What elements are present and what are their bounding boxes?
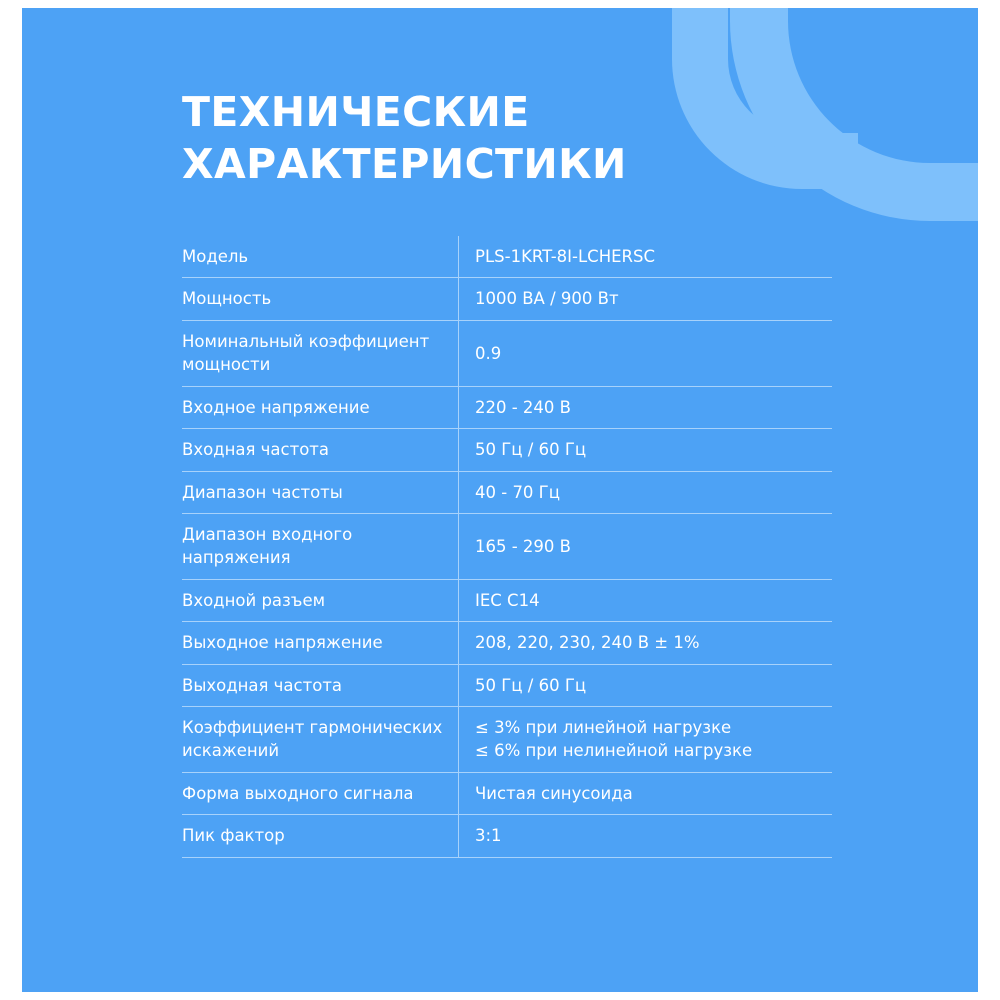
spec-value: Чистая синусоида — [459, 772, 833, 814]
spec-label: Диапазон входного напряжения — [182, 513, 459, 579]
page-title-line-1: ТЕХНИЧЕСКИЕ — [182, 88, 530, 136]
table-row — [182, 579, 832, 621]
table-row — [182, 429, 832, 471]
table-row — [182, 815, 832, 857]
table-row — [182, 513, 832, 579]
decorative-arc-large-icon — [730, 8, 978, 221]
spec-card — [22, 8, 978, 992]
specifications-table — [182, 236, 832, 858]
spec-label: Выходная частота — [182, 664, 459, 706]
spec-value: PLS-1KRT-8I-LCHERSC — [459, 236, 833, 278]
specifications-table-body — [182, 236, 832, 857]
spec-label: Входной разъем — [182, 579, 459, 621]
page-title-line-2: ХАРАКТЕРИСТИКИ — [182, 140, 627, 189]
table-row — [182, 622, 832, 664]
table-row — [182, 471, 832, 513]
spec-label: Входная частота — [182, 429, 459, 471]
spec-label: Диапазон частоты — [182, 471, 459, 513]
spec-value: IEC C14 — [459, 579, 833, 621]
spec-label: Входное напряжение — [182, 386, 459, 428]
table-row — [182, 278, 832, 320]
table-row — [182, 236, 832, 278]
spec-value-line: ≤ 6% при нелинейной нагрузке — [475, 741, 753, 761]
spec-value: 220 - 240 В — [459, 386, 833, 428]
spec-value-line: ≤ 3% при линейной нагрузке — [475, 718, 732, 738]
spec-label: Модель — [182, 236, 459, 278]
spec-label: Форма выходного сигнала — [182, 772, 459, 814]
spec-label: Пик фактор — [182, 815, 459, 857]
spec-value — [459, 707, 833, 773]
table-row — [182, 772, 832, 814]
spec-label: Мощность — [182, 278, 459, 320]
spec-value: 208, 220, 230, 240 В ± 1% — [459, 622, 833, 664]
spec-label: Коэффициент гармонических искажений — [182, 707, 459, 773]
spec-value: 3:1 — [459, 815, 833, 857]
spec-value: 40 - 70 Гц — [459, 471, 833, 513]
spec-label: Выходное напряжение — [182, 622, 459, 664]
spec-label: Номинальный коэффициент мощности — [182, 320, 459, 386]
table-row — [182, 664, 832, 706]
spec-value: 0.9 — [459, 320, 833, 386]
table-row — [182, 707, 832, 773]
page-title — [182, 86, 702, 191]
spec-value: 50 Гц / 60 Гц — [459, 429, 833, 471]
table-row — [182, 386, 832, 428]
spec-value: 165 - 290 В — [459, 513, 833, 579]
table-row — [182, 320, 832, 386]
spec-value: 1000 ВА / 900 Вт — [459, 278, 833, 320]
spec-value: 50 Гц / 60 Гц — [459, 664, 833, 706]
